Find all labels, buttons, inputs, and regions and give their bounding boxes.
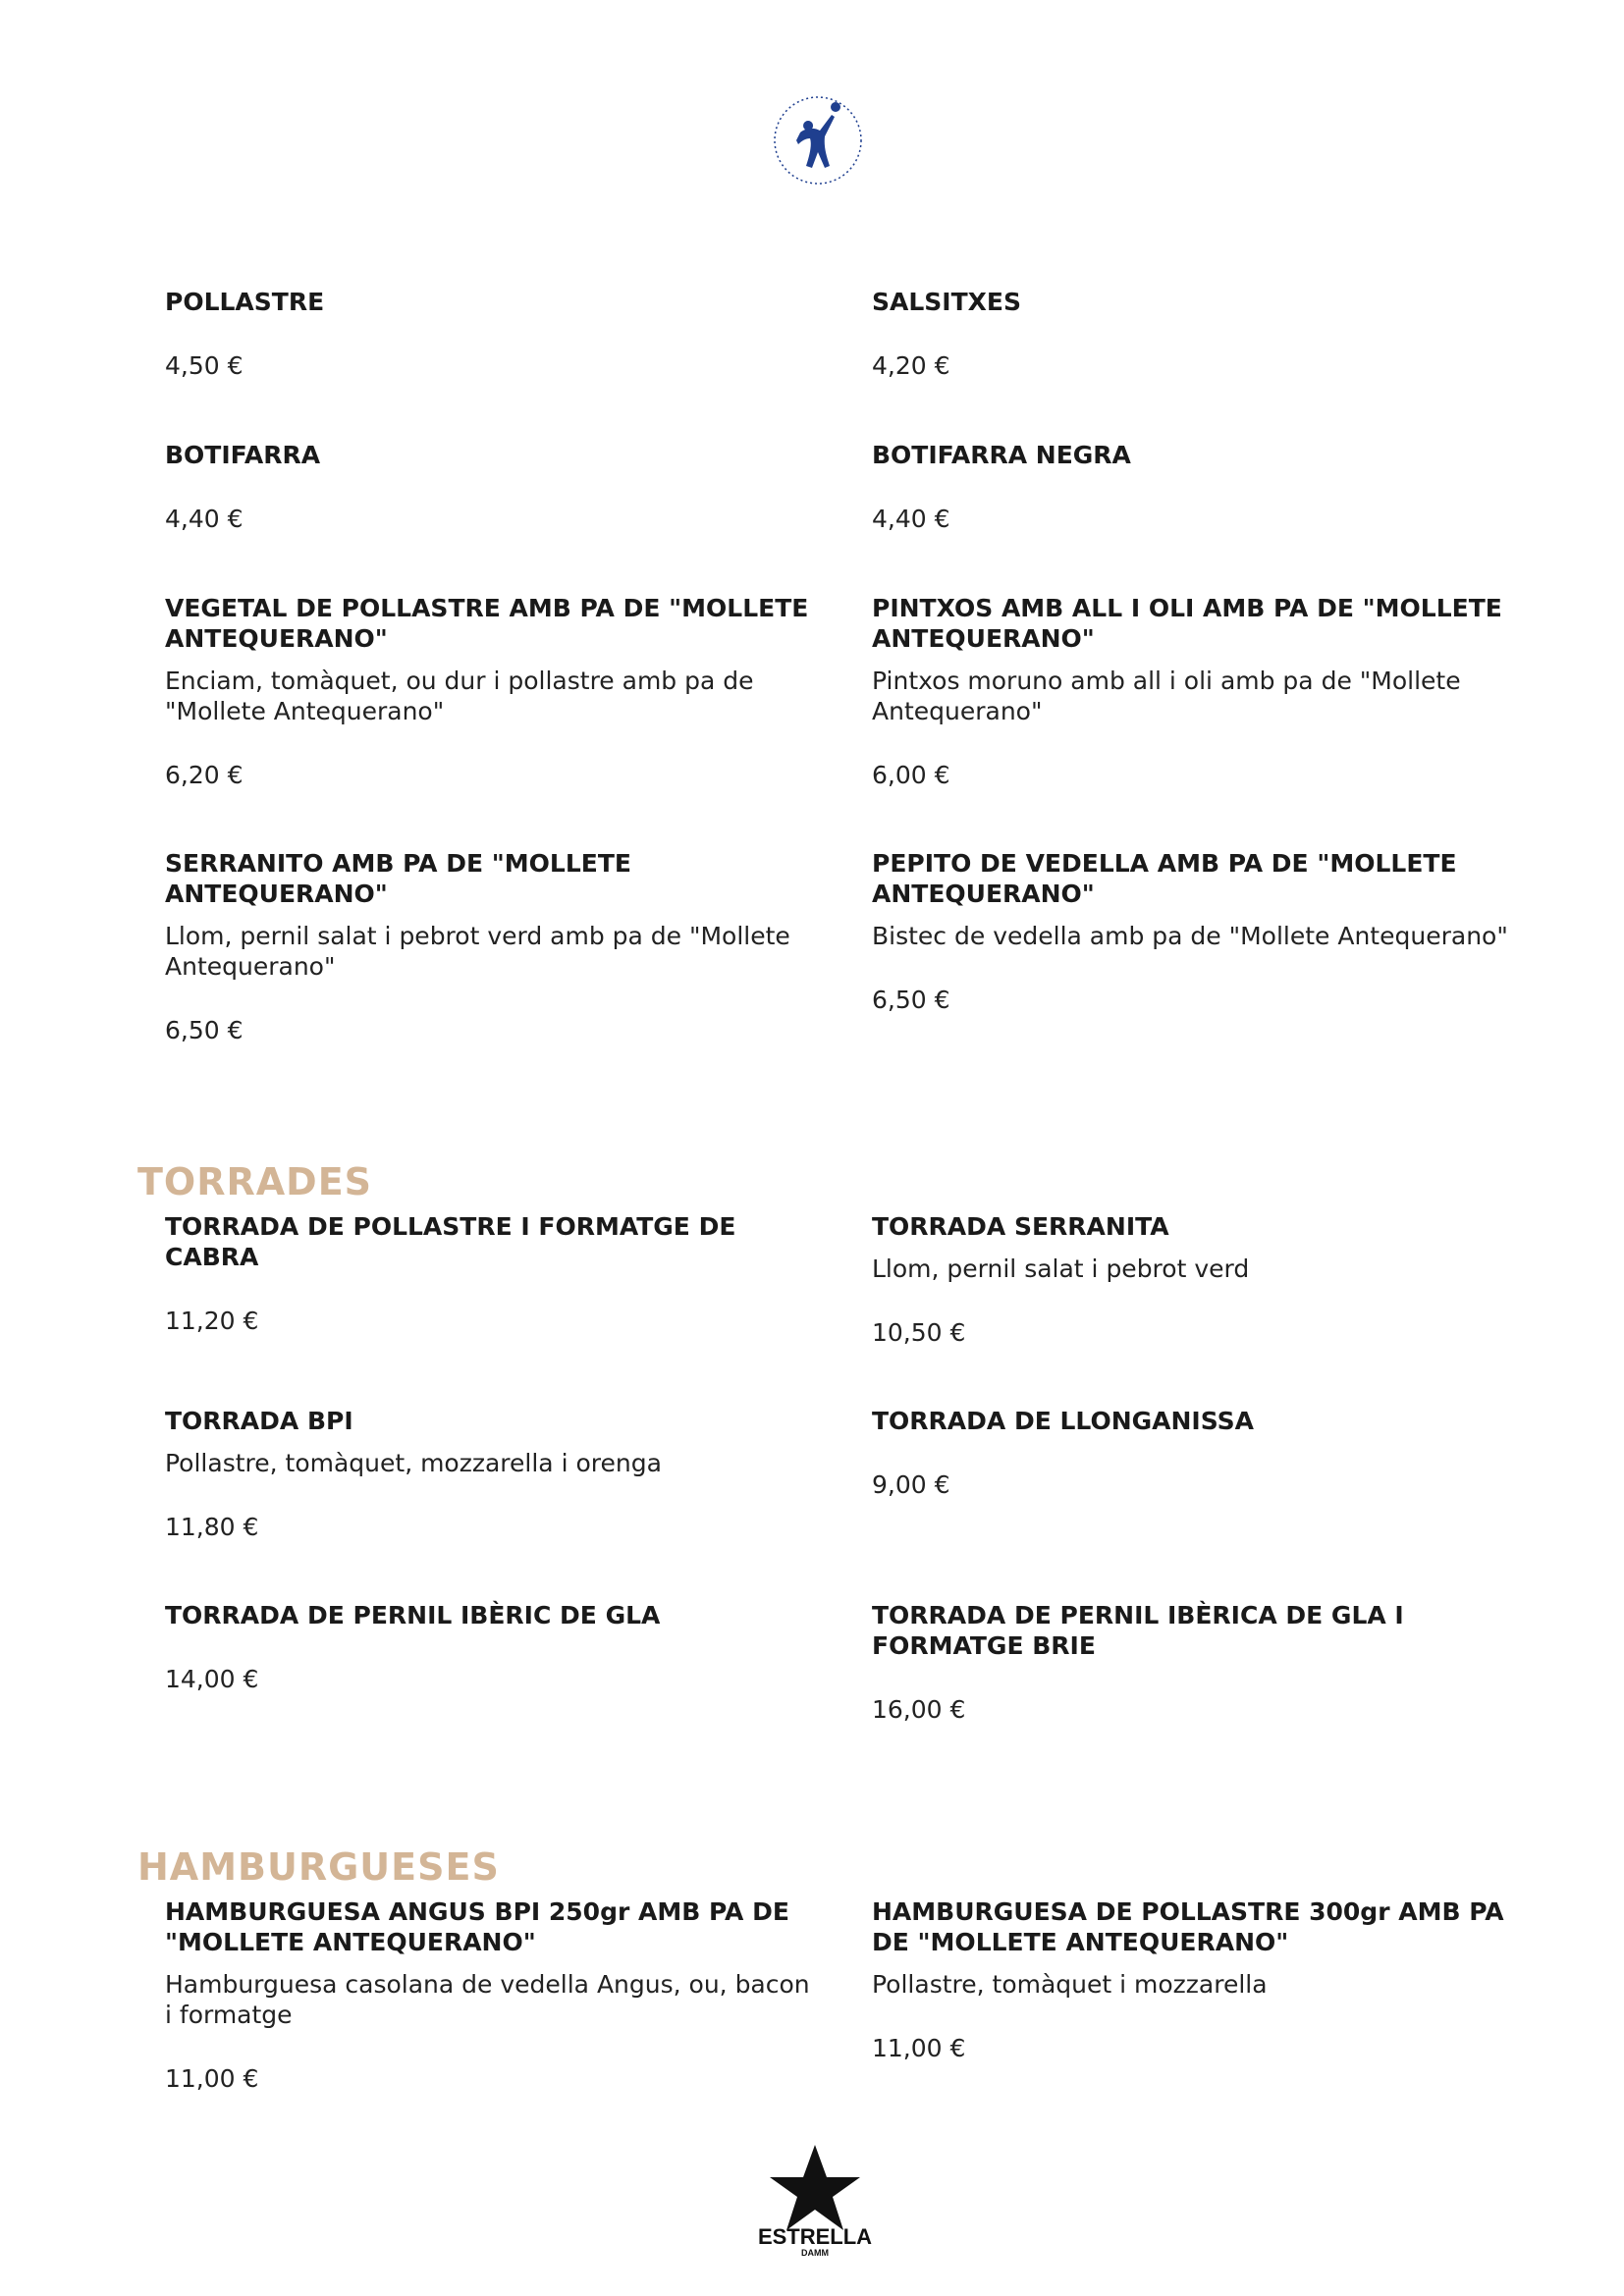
sponsor-sub: DAMM bbox=[801, 2248, 829, 2258]
menu-item bbox=[872, 440, 1579, 593]
item-description: Pollastre, tomàquet, mozzarella i orenga bbox=[165, 1449, 662, 1477]
menu-item bbox=[872, 1600, 1579, 1796]
item-price: 10,50 € bbox=[872, 1318, 966, 1347]
menu-item bbox=[165, 1211, 872, 1406]
item-price: 4,20 € bbox=[872, 351, 950, 380]
section-hamburgueses bbox=[137, 1842, 1571, 2103]
item-name: HAMBURGUESA ANGUS BPI 250gr AMB PA DE "MOLLETE ANTEQUERANO" bbox=[165, 1897, 789, 1956]
item-description: Llom, pernil salat i pebrot verd amb pa de "Mollete Antequerano" bbox=[165, 922, 790, 981]
menu-row bbox=[165, 1211, 1579, 1406]
item-price: 11,20 € bbox=[165, 1307, 259, 1335]
menu-item bbox=[872, 1211, 1579, 1406]
item-name: TORRADA DE PERNIL IBÈRIC DE GLA bbox=[165, 1601, 661, 1629]
menu-row bbox=[165, 593, 1579, 848]
item-price: 6,50 € bbox=[872, 986, 950, 1014]
item-price: 6,00 € bbox=[872, 761, 950, 789]
menu-item bbox=[165, 848, 872, 1103]
section-torrades bbox=[137, 1156, 1571, 1796]
item-price: 9,00 € bbox=[872, 1470, 950, 1499]
item-name: TORRADA BPI bbox=[165, 1407, 353, 1435]
item-description: Enciam, tomàquet, ou dur i pollastre amb pa de "Mollete Antequerano" bbox=[165, 667, 754, 725]
menu-row bbox=[165, 848, 1579, 1103]
item-price: 4,40 € bbox=[872, 505, 950, 533]
item-description: Hamburguesa casolana de vedella Angus, ou, bacon i formatge bbox=[165, 1970, 810, 2029]
menu-grid bbox=[165, 287, 1579, 1103]
menu-item bbox=[165, 1896, 872, 2103]
item-price: 16,00 € bbox=[872, 1695, 966, 1724]
item-description: Llom, pernil salat i pebrot verd bbox=[872, 1255, 1250, 1283]
section-sandwiches bbox=[137, 287, 1571, 1103]
item-name: PEPITO DE VEDELLA AMB PA DE "MOLLETE ANTEQUERANO" bbox=[872, 849, 1457, 908]
menu-item bbox=[165, 593, 872, 848]
menu-item bbox=[165, 1600, 872, 1796]
sponsor-logo bbox=[756, 2140, 874, 2258]
item-name: TORRADA DE POLLASTRE I FORMATGE DE CABRA bbox=[165, 1212, 736, 1271]
item-description: Pollastre, tomàquet i mozzarella bbox=[872, 1970, 1268, 1999]
item-name: PINTXOS AMB ALL I OLI AMB PA DE "MOLLETE ANTEQUERANO" bbox=[872, 594, 1502, 653]
item-name: HAMBURGUESA DE POLLASTRE 300gr AMB PA DE "MOLLETE ANTEQUERANO" bbox=[872, 1897, 1504, 1956]
menu-item bbox=[165, 287, 872, 440]
menu-item bbox=[872, 287, 1579, 440]
club-logo bbox=[771, 93, 865, 187]
menu-item bbox=[165, 440, 872, 593]
item-name: BOTIFARRA NEGRA bbox=[872, 441, 1131, 469]
item-description: Pintxos moruno amb all i oli amb pa de "Mollete Antequerano" bbox=[872, 667, 1461, 725]
section-title: TORRADES bbox=[137, 1160, 373, 1203]
item-name: TORRADA DE PERNIL IBÈRICA DE GLA I FORMATGE BRIE bbox=[872, 1601, 1404, 1660]
section-title: HAMBURGUESES bbox=[137, 1845, 500, 1889]
item-name: TORRADA SERRANITA bbox=[872, 1212, 1169, 1241]
menu-item bbox=[872, 1406, 1579, 1600]
item-name: BOTIFARRA bbox=[165, 441, 321, 469]
item-price: 11,00 € bbox=[872, 2034, 966, 2062]
menu-grid bbox=[165, 1211, 1579, 1796]
menu-item bbox=[165, 1406, 872, 1600]
item-name: TORRADA DE LLONGANISSA bbox=[872, 1407, 1254, 1435]
menu-row bbox=[165, 1406, 1579, 1600]
menu-item bbox=[872, 848, 1579, 1103]
item-name: VEGETAL DE POLLASTRE AMB PA DE "MOLLETE ANTEQUERANO" bbox=[165, 594, 809, 653]
item-price: 6,20 € bbox=[165, 761, 244, 789]
item-name: POLLASTRE bbox=[165, 288, 325, 316]
item-description: Bistec de vedella amb pa de "Mollete Antequerano" bbox=[872, 922, 1508, 950]
menu-row bbox=[165, 440, 1579, 593]
item-price: 11,00 € bbox=[165, 2064, 259, 2093]
menu-item bbox=[872, 593, 1579, 848]
item-price: 4,40 € bbox=[165, 505, 244, 533]
item-price: 11,80 € bbox=[165, 1513, 259, 1541]
item-price: 14,00 € bbox=[165, 1665, 259, 1693]
item-name: SALSITXES bbox=[872, 288, 1022, 316]
menu-item bbox=[872, 1896, 1579, 2103]
item-price: 6,50 € bbox=[165, 1016, 244, 1044]
menu-row bbox=[165, 1600, 1579, 1796]
club-logo-icon bbox=[771, 93, 865, 187]
menu-grid bbox=[165, 1896, 1579, 2103]
menu-row bbox=[165, 1896, 1579, 2103]
sponsor-brand: ESTRELLA bbox=[757, 2224, 873, 2249]
item-price: 4,50 € bbox=[165, 351, 244, 380]
menu-row bbox=[165, 287, 1579, 440]
item-name: SERRANITO AMB PA DE "MOLLETE ANTEQUERANO" bbox=[165, 849, 631, 908]
star-icon bbox=[756, 2140, 874, 2258]
